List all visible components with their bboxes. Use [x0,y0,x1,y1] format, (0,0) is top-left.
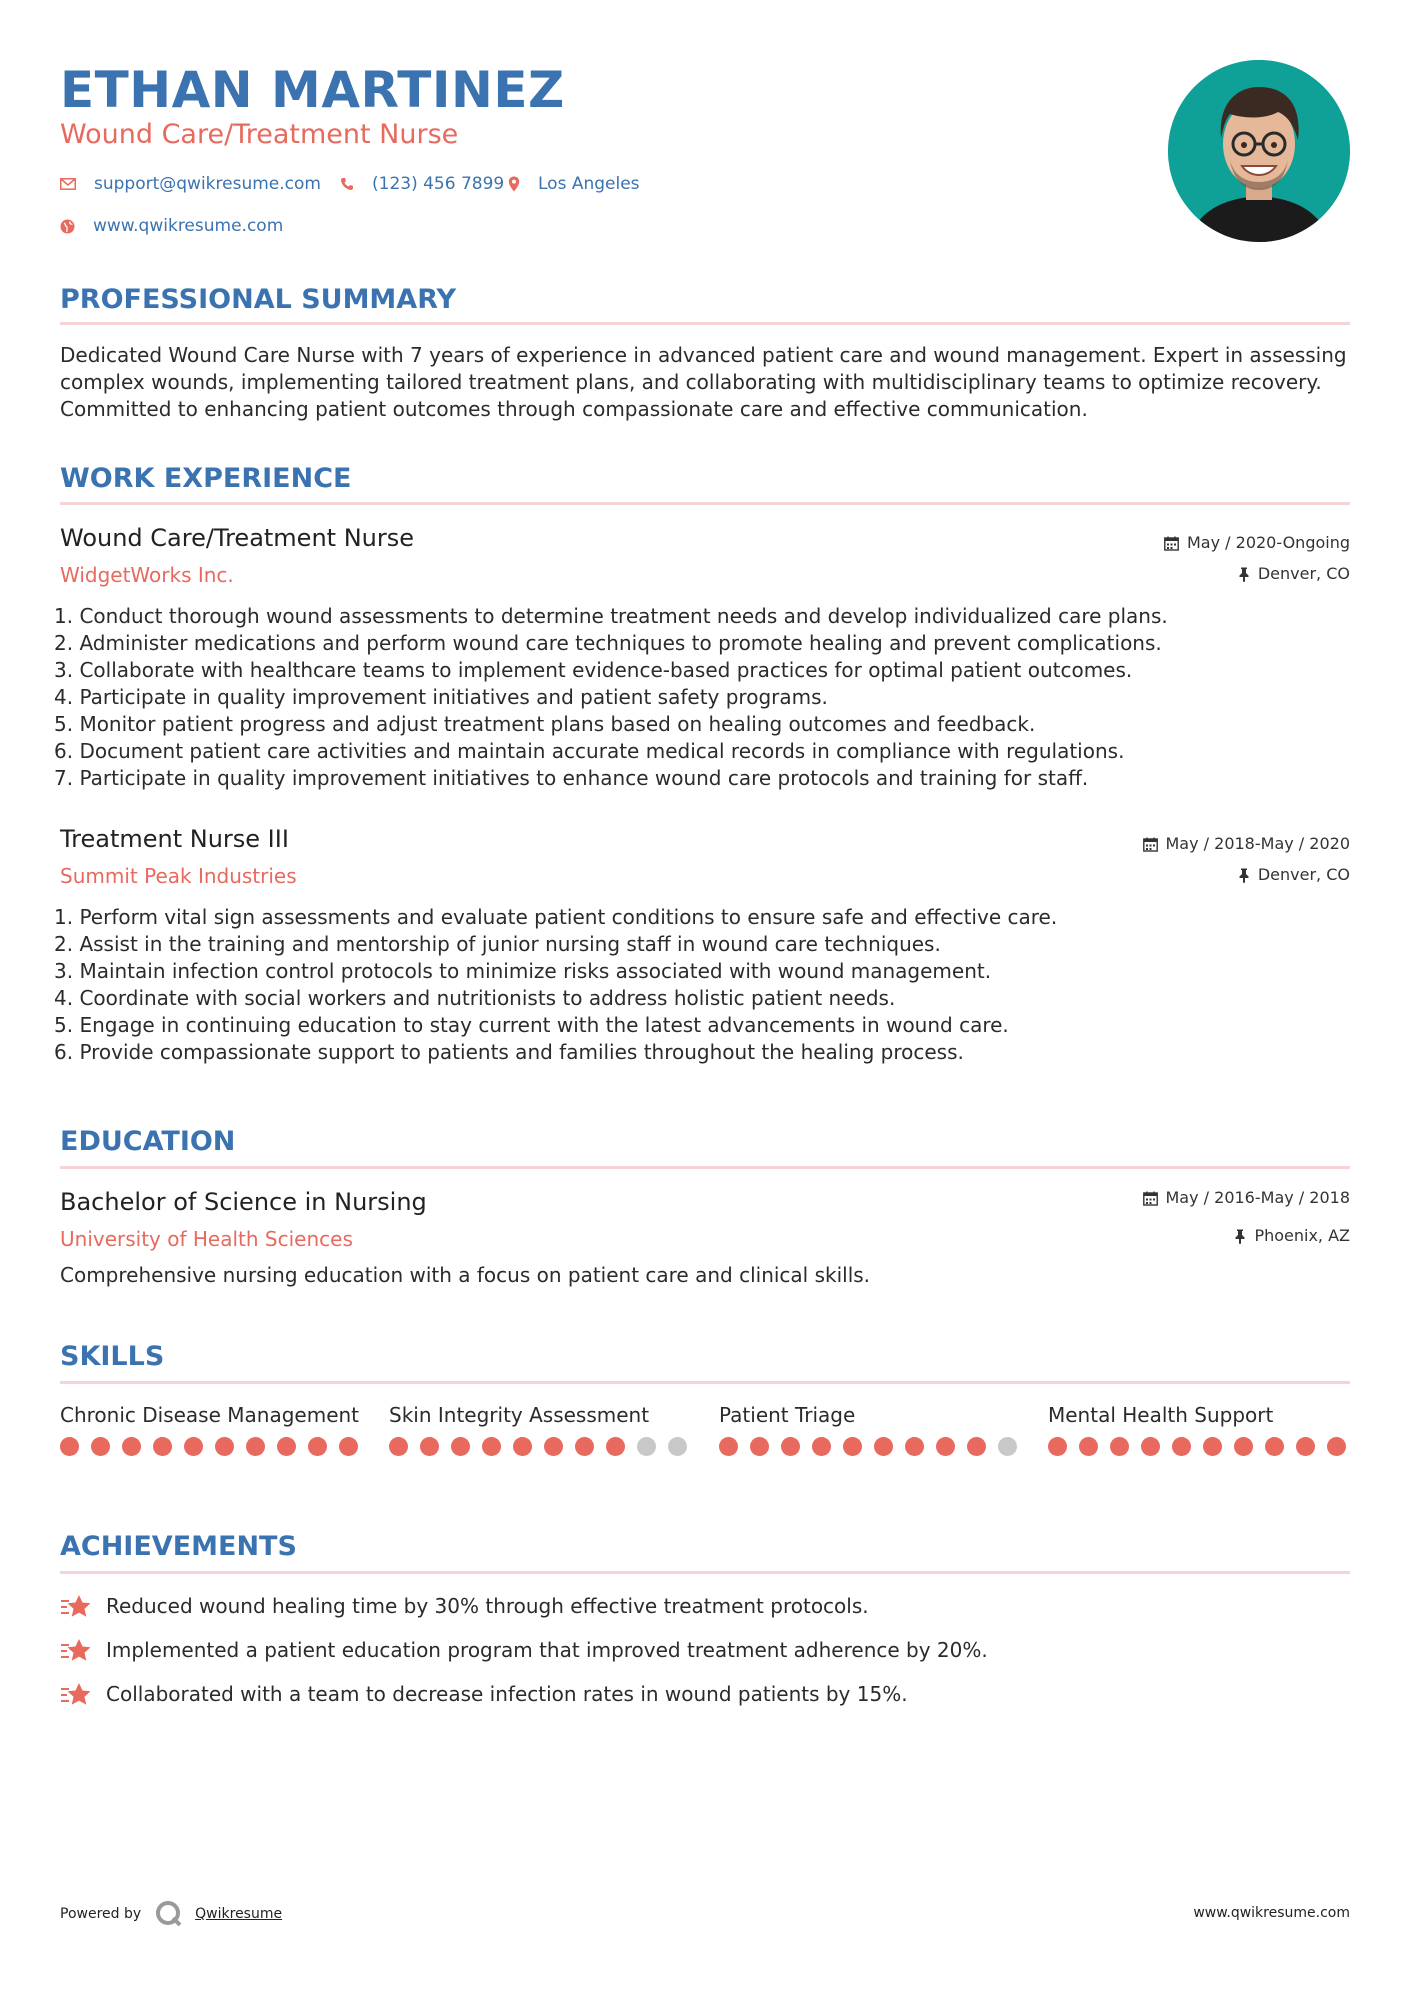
rating-dot-filled [1110,1437,1129,1456]
rating-dot-filled [184,1437,203,1456]
rating-dot-empty [668,1437,687,1456]
achievements-heading: ACHIEVEMENTS [60,1531,297,1562]
education-degree: Bachelor of Science in Nursing [60,1188,427,1216]
pushpin-icon [1238,567,1250,582]
contact-phone[interactable] [340,173,504,195]
rating-dot-filled [606,1437,625,1456]
rating-dot-filled [420,1437,439,1456]
contact-location [508,173,640,195]
job-bullets-2 [54,904,1354,1066]
skills-divider [60,1381,1350,1384]
pushpin-icon [1238,868,1250,883]
achievements-divider [60,1571,1350,1574]
rating-dot-filled [122,1437,141,1456]
rating-dot-filled [575,1437,594,1456]
job-location-2 [1238,864,1350,886]
list-item: 1. Conduct thorough wound assessments to determine treatment needs and develop individualized care plans. [54,604,1168,628]
list-item: 6. Provide compassionate support to patients and families throughout the healing process. [54,1040,964,1064]
footer-website[interactable]: www.qwikresume.com [1193,1905,1350,1921]
person-avatar-illustration [1168,60,1350,242]
list-item: 5. Monitor patient progress and adjust treatment plans based on healing outcomes and feedback. [54,712,1036,736]
website-text: www.qwikresume.com [93,216,284,236]
job-dates-1 [1164,532,1350,554]
skill-item-3 [719,1401,1029,1456]
rating-dot-empty [637,1437,656,1456]
job-location-text-1: Denver, CO [1257,564,1350,583]
achievement-text-3: Collaborated with a team to decrease infection rates in wound patients by 15%. [106,1682,908,1706]
rating-dot-filled [277,1437,296,1456]
job-dates-text-1: May / 2020-Ongoing [1187,533,1350,552]
achievement-item-1 [60,1593,869,1619]
skill-name: Mental Health Support [1048,1403,1274,1427]
job-company-1: WidgetWorks Inc. [60,563,234,587]
contact-email[interactable] [60,173,321,195]
skill-rating [389,1437,699,1456]
rating-dot-filled [1172,1437,1191,1456]
list-item: 6. Document patient care activities and maintain accurate medical records in compliance with regulations. [54,739,1125,763]
rating-dot-filled [215,1437,234,1456]
summary-divider [60,322,1350,325]
achievement-item-3 [60,1681,908,1707]
rating-dot-filled [1234,1437,1253,1456]
list-item: 7. Participate in quality improvement initiatives to enhance wound care protocols and training for staff. [54,766,1089,790]
rating-dot-filled [389,1437,408,1456]
education-heading: EDUCATION [60,1126,236,1157]
rating-dot-filled [1327,1437,1346,1456]
rating-dot-filled [750,1437,769,1456]
rating-dot-filled [513,1437,532,1456]
list-item: 1. Perform vital sign assessments and evaluate patient conditions to ensure safe and effective care. [54,905,1058,929]
rating-dot-filled [91,1437,110,1456]
job-dates-text-2: May / 2018-May / 2020 [1165,834,1350,853]
education-dates-text: May / 2016-May / 2018 [1165,1188,1350,1207]
skill-item-2 [389,1401,699,1456]
star-badge-icon [60,1681,92,1707]
phone-icon [340,177,354,191]
list-item: 3. Maintain infection control protocols to minimize risks associated with wound management. [54,959,992,983]
qwikresume-link[interactable]: Qwikresume [195,1906,283,1922]
skill-rating [719,1437,1029,1456]
rating-dot-filled [339,1437,358,1456]
job-location-1 [1238,563,1350,585]
skills-heading: SKILLS [60,1341,165,1372]
email-text: support@qwikresume.com [94,174,321,194]
job-title-1: Wound Care/Treatment Nurse [60,524,414,552]
location-text: Los Angeles [538,174,640,194]
contact-website[interactable] [60,215,283,237]
rating-dot-filled [246,1437,265,1456]
list-item: 4. Participate in quality improvement initiatives and patient safety programs. [54,685,828,709]
experience-heading: WORK EXPERIENCE [60,463,352,494]
job-company-2: Summit Peak Industries [60,864,297,888]
powered-by-label: Powered by [60,1906,142,1922]
pushpin-icon [1234,1229,1246,1244]
rating-dot-filled [1203,1437,1222,1456]
rating-dot-filled [451,1437,470,1456]
skill-rating [1048,1437,1358,1456]
education-location [1234,1225,1350,1247]
education-divider [60,1166,1350,1169]
star-badge-icon [60,1637,92,1663]
list-item: 5. Engage in continuing education to stay current with the latest advancements in wound care. [54,1013,1009,1037]
achievement-text-2: Implemented a patient education program that improved treatment adherence by 20%. [106,1638,988,1662]
qwikresume-logo-icon [155,1900,183,1928]
education-dates [1143,1187,1351,1209]
rating-dot-filled [905,1437,924,1456]
profile-photo [1168,60,1350,242]
skill-name: Patient Triage [719,1403,856,1427]
job-dates-2 [1143,833,1351,855]
list-item: 3. Collaborate with healthcare teams to implement evidence-based practices for optimal patient outcomes. [54,658,1133,682]
education-description: Comprehensive nursing education with a focus on patient care and clinical skills. [60,1263,871,1287]
candidate-name: ETHAN MARTINEZ [60,61,565,119]
rating-dot-filled [843,1437,862,1456]
map-pin-icon [508,176,520,192]
summary-text: Dedicated Wound Care Nurse with 7 years of experience in advanced patient care and wound management. Expert in assessing complex wounds, implementing tailored treatment plans, and collaborating with multidisciplinary teams to optimize recovery. Committed to enhancing patient outcomes through compassionate care and effective communication. [60,343,1347,421]
skill-rating [60,1437,360,1456]
candidate-title: Wound Care/Treatment Nurse [60,119,459,150]
rating-dot-filled [781,1437,800,1456]
rating-dot-filled [153,1437,172,1456]
skill-name: Chronic Disease Management [60,1403,360,1427]
list-item: 2. Assist in the training and mentorship of junior nursing staff in wound care techniques. [54,932,941,956]
rating-dot-filled [936,1437,955,1456]
star-badge-icon [60,1593,92,1619]
skill-item-1 [60,1401,360,1456]
skill-item-4 [1048,1401,1358,1456]
achievement-item-2 [60,1637,988,1663]
list-item: 4. Coordinate with social workers and nutritionists to address holistic patient needs. [54,986,896,1010]
rating-dot-filled [1296,1437,1315,1456]
summary-heading: PROFESSIONAL SUMMARY [60,284,457,315]
envelope-icon [60,178,76,190]
experience-divider [60,502,1350,505]
job-bullets-1 [54,603,1354,792]
rating-dot-filled [967,1437,986,1456]
rating-dot-empty [998,1437,1017,1456]
rating-dot-filled [719,1437,738,1456]
rating-dot-filled [874,1437,893,1456]
rating-dot-filled [1265,1437,1284,1456]
education-school: University of Health Sciences [60,1227,353,1251]
calendar-icon [1164,536,1179,551]
rating-dot-filled [1048,1437,1067,1456]
rating-dot-filled [60,1437,79,1456]
footer-powered-by [60,1900,282,1928]
job-location-text-2: Denver, CO [1257,865,1350,884]
calendar-icon [1143,1191,1158,1206]
education-location-text: Phoenix, AZ [1254,1226,1350,1245]
rating-dot-filled [1141,1437,1160,1456]
skill-name: Skin Integrity Assessment [389,1403,650,1427]
calendar-icon [1143,837,1158,852]
rating-dot-filled [1079,1437,1098,1456]
rating-dot-filled [308,1437,327,1456]
achievement-text-1: Reduced wound healing time by 30% through effective treatment protocols. [106,1594,869,1618]
job-title-2: Treatment Nurse III [60,825,289,853]
rating-dot-filled [812,1437,831,1456]
rating-dot-filled [544,1437,563,1456]
list-item: 2. Administer medications and perform wound care techniques to promote healing and prevent complications. [54,631,1162,655]
globe-icon [60,219,75,234]
phone-text: (123) 456 7899 [372,174,505,194]
rating-dot-filled [482,1437,501,1456]
